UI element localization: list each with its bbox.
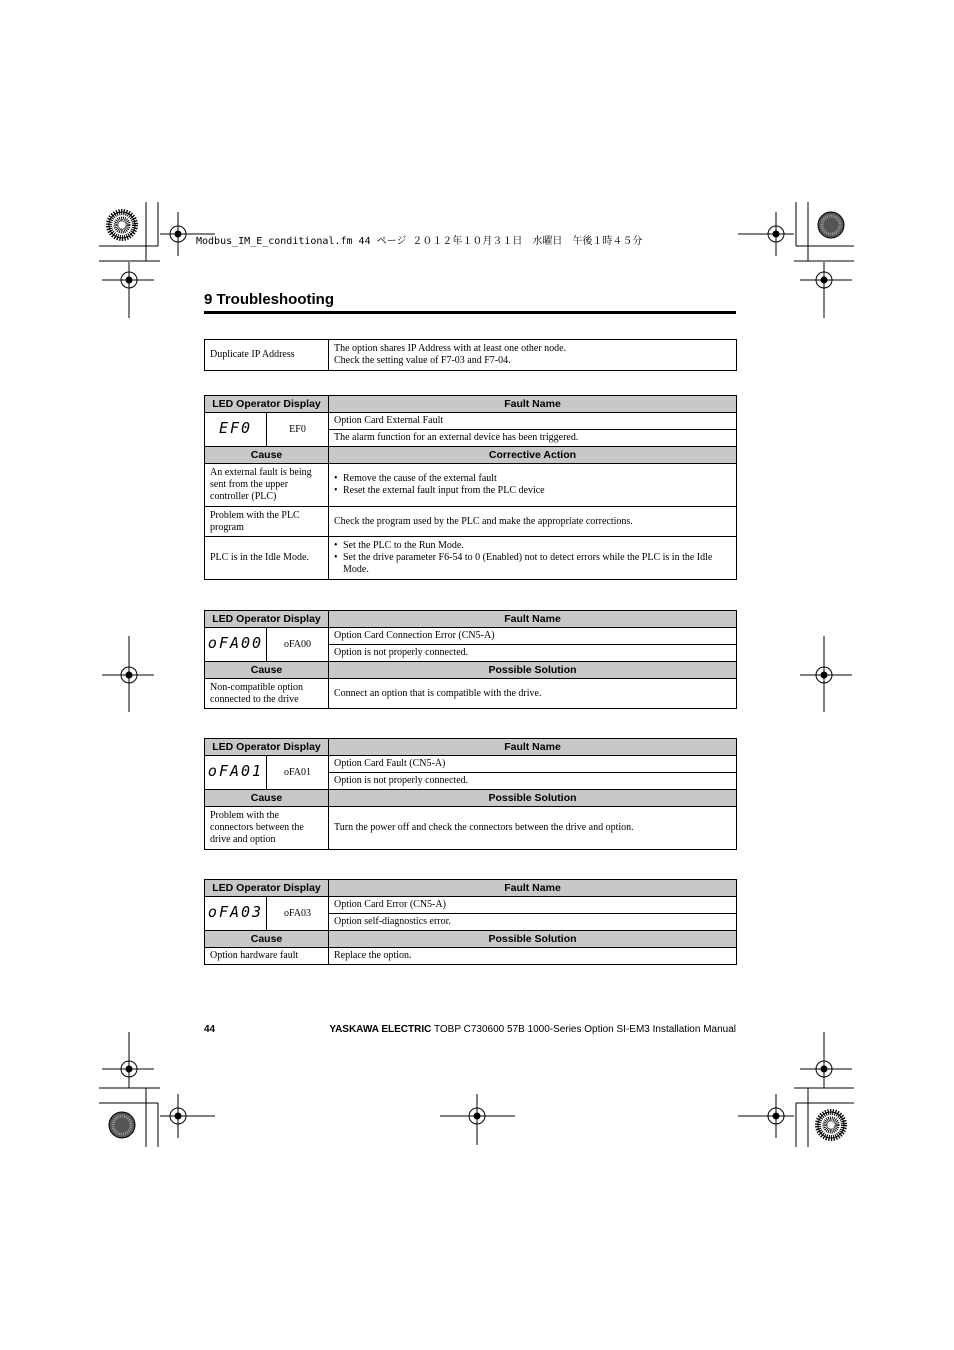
fault-description: Option self-diagnostics error. (329, 914, 737, 931)
fault-name-value: Option Card Connection Error (CN5-A) (329, 628, 737, 645)
description-line: Check the setting value of F7-03 and F7-04. (334, 355, 511, 366)
cause-cell: Non-compatible option connected to the drive (205, 679, 329, 709)
header-led-display: LED Operator Display (205, 880, 329, 897)
page-number: 44 (204, 1024, 216, 1035)
fault-code: EF0 (267, 413, 329, 447)
fault-name-value: Option Card Error (CN5-A) (329, 897, 737, 914)
fault-table-ofa03 (204, 879, 737, 965)
cause-cell: Option hardware fault (205, 948, 329, 965)
fault-description: The alarm function for an external device has been triggered. (329, 430, 737, 447)
cause-cell: Problem with the PLC program (205, 507, 329, 537)
fault-name-value: Option Card Fault (CN5-A) (329, 756, 737, 773)
fault-code: oFA03 (267, 897, 329, 931)
header-cause: Cause (205, 662, 329, 679)
segment-code: oFA01 (207, 762, 264, 780)
header-led-display: LED Operator Display (205, 739, 329, 756)
segment-code: oFA03 (207, 903, 264, 921)
fault-name-cell: Duplicate IP Address (205, 340, 329, 371)
footer-brand: YASKAWA ELECTRIC (329, 1024, 432, 1035)
solution-cell: Replace the option. (329, 948, 737, 965)
header-possible-solution: Possible Solution (329, 790, 737, 807)
cause-cell: Problem with the connectors between the drive and option (205, 807, 329, 850)
fault-code: oFA01 (267, 756, 329, 790)
header-corrective-action: Corrective Action (329, 447, 737, 464)
footer-doc-info (329, 1024, 736, 1035)
action-cell (329, 537, 737, 580)
cause-cell: An external fault is being sent from the upper controller (PLC) (205, 464, 329, 507)
header-fault-name: Fault Name (329, 739, 737, 756)
header-possible-solution: Possible Solution (329, 931, 737, 948)
fault-name-value: Option Card External Fault (329, 413, 737, 430)
action-bullet: • Set the drive parameter F6-54 to 0 (Enabled) not to detect errors while the PLC is in the Idle Mode. (343, 552, 731, 576)
header-led-display: LED Operator Display (205, 611, 329, 628)
fault-code: oFA00 (267, 628, 329, 662)
action-bullet: • Remove the cause of the external fault (343, 473, 731, 485)
header-fault-name: Fault Name (329, 396, 737, 413)
section-title: 9 Troubleshooting (204, 291, 334, 308)
action-cell: Check the program used by the PLC and make the appropriate corrections. (329, 507, 737, 537)
action-bullet: • Set the PLC to the Run Mode. (343, 540, 731, 552)
cause-cell: PLC is in the Idle Mode. (205, 537, 329, 580)
seven-segment-display (205, 413, 267, 447)
segment-code: oFA00 (207, 634, 264, 652)
file-info-header: Modbus_IM_E_conditional.fm 44 ページ ２０１２年１０月３１日 水曜日 午後１時４５分 (196, 236, 643, 247)
solution-cell: Turn the power off and check the connectors between the drive and option. (329, 807, 737, 850)
fault-description-cell (329, 340, 737, 371)
action-bullet: • Reset the external fault input from the PLC device (343, 485, 731, 497)
header-led-display: LED Operator Display (205, 396, 329, 413)
section-rule (204, 311, 736, 314)
fault-table-ef0 (204, 395, 737, 580)
action-cell (329, 464, 737, 507)
header-fault-name: Fault Name (329, 880, 737, 897)
description-line: The option shares IP Address with at least one other node. (334, 343, 567, 354)
header-possible-solution: Possible Solution (329, 662, 737, 679)
header-cause: Cause (205, 931, 329, 948)
duplicate-ip-table (204, 339, 737, 371)
fault-description: Option is not properly connected. (329, 773, 737, 790)
header-fault-name: Fault Name (329, 611, 737, 628)
seven-segment-display (205, 897, 267, 931)
footer-doc-title: TOBP C730600 57B 1000-Series Option SI-EM3 Installation Manual (431, 1024, 736, 1035)
seven-segment-display (205, 756, 267, 790)
seven-segment-display (205, 628, 267, 662)
header-cause: Cause (205, 790, 329, 807)
solution-cell: Connect an option that is compatible with the drive. (329, 679, 737, 709)
fault-table-ofa00 (204, 610, 737, 709)
fault-table-ofa01 (204, 738, 737, 850)
header-cause: Cause (205, 447, 329, 464)
segment-code: EF0 (218, 419, 253, 437)
fault-description: Option is not properly connected. (329, 645, 737, 662)
